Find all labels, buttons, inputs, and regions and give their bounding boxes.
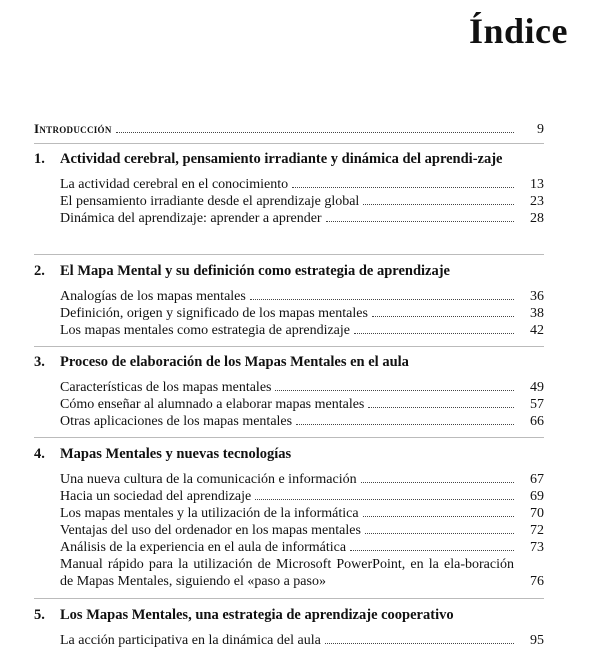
toc-entry[interactable]: [60, 505, 544, 522]
toc-entry[interactable]: [60, 471, 544, 488]
chapter-heading[interactable]: [34, 353, 544, 371]
intro-label: Introducción: [34, 121, 112, 136]
entry-text: Los mapas mentales como estrategia de aprendizaje: [60, 323, 350, 338]
entry-page-number: 36: [530, 289, 544, 304]
dot-leader: [275, 390, 514, 391]
section-divider: [34, 143, 544, 144]
toc-intro-entry[interactable]: [34, 121, 544, 138]
entry-text: La acción participativa en la dinámica del aula: [60, 633, 321, 648]
chapter-3: [34, 353, 544, 430]
chapter-title: Los Mapas Mentales, una estrategia de aprendizaje cooperativo: [60, 607, 454, 623]
entry-page-number: 38: [530, 306, 544, 321]
chapter-entries: [60, 632, 544, 649]
chapter-title: Proceso de elaboración de los Mapas Mentales en el aula: [60, 354, 409, 370]
chapter-4: [34, 445, 544, 590]
entry-page-number: 67: [530, 472, 544, 487]
toc-entry[interactable]: [60, 193, 544, 210]
toc-entry[interactable]: [60, 539, 544, 556]
chapter-entries: [60, 471, 544, 590]
dot-leader: [292, 187, 514, 188]
chapter-number: 1.: [34, 151, 45, 167]
chapter-heading[interactable]: [34, 445, 544, 463]
toc-entry[interactable]: [60, 413, 544, 430]
dot-leader: [325, 643, 514, 644]
toc-entry[interactable]: [60, 176, 544, 193]
entry-text: Una nueva cultura de la comunicación e información: [60, 472, 357, 487]
chapter-number: 3.: [34, 354, 45, 370]
entry-text: Manual rápido para la utilización de Microsoft PowerPoint, en la ela-boración de Mapas Mentales, siguiendo el «paso a paso»: [60, 557, 514, 589]
chapter-number: 5.: [34, 607, 45, 623]
section-divider: [34, 346, 544, 347]
chapter-entries: [60, 288, 544, 339]
dot-leader: [363, 204, 514, 205]
dot-leader: [250, 299, 514, 300]
chapter-heading[interactable]: [34, 150, 544, 168]
entry-text: Cómo enseñar al alumnado a elaborar mapas mentales: [60, 397, 365, 412]
entry-page-number: 69: [530, 489, 544, 504]
chapter-5: [34, 606, 544, 649]
chapter-1: [34, 150, 544, 227]
toc-entry[interactable]: [60, 288, 544, 305]
entry-page-number: 23: [530, 194, 544, 209]
entry-text: Análisis de la experiencia en el aula de informática: [60, 540, 347, 555]
entry-text: Hacia un sociedad del aprendizaje: [60, 489, 252, 504]
entry-text: Analogías de los mapas mentales: [60, 289, 246, 304]
entry-text: Dinámica del aprendizaje: aprender a aprender: [60, 211, 322, 226]
entry-page-number: 72: [530, 523, 544, 538]
toc-entry[interactable]: [60, 522, 544, 539]
entry-text: Características de los mapas mentales: [60, 380, 272, 395]
toc-entry[interactable]: [60, 396, 544, 413]
toc-entry[interactable]: [60, 210, 544, 227]
entry-text: Ventajas del uso del ordenador en los mapas mentales: [60, 523, 361, 538]
entry-page-number: 13: [530, 177, 544, 192]
chapter-heading[interactable]: [34, 262, 544, 280]
dot-leader: [255, 499, 514, 500]
entry-page-number: 42: [530, 323, 544, 338]
toc-entry[interactable]: [60, 556, 544, 590]
toc-entry[interactable]: [60, 632, 544, 649]
dot-leader: [116, 132, 514, 133]
dot-leader: [296, 424, 514, 425]
chapter-number: 2.: [34, 263, 45, 279]
page-title: Índice: [468, 11, 568, 51]
chapter-title: Mapas Mentales y nuevas tecnologías: [60, 446, 292, 462]
toc-entry[interactable]: [60, 379, 544, 396]
entry-text: El pensamiento irradiante desde el aprendizaje global: [60, 194, 360, 209]
dot-leader: [363, 516, 514, 517]
section-divider: [34, 254, 544, 255]
entry-page-number: 28: [530, 211, 544, 226]
entry-text: Otras aplicaciones de los mapas mentales: [60, 414, 293, 429]
entry-text: La actividad cerebral en el conocimiento: [60, 177, 289, 192]
toc-entry[interactable]: [60, 305, 544, 322]
entry-text: Los mapas mentales y la utilización de la informática: [60, 506, 359, 521]
entry-page-number: 57: [530, 397, 544, 412]
entry-text: Definición, origen y significado de los mapas mentales: [60, 306, 368, 321]
chapter-number: 4.: [34, 446, 45, 462]
dot-leader: [361, 482, 514, 483]
chapter-2: [34, 262, 544, 339]
section-divider: [34, 437, 544, 438]
dot-leader: [354, 333, 514, 334]
entry-page-number: 66: [530, 414, 544, 429]
intro-page-number: 9: [537, 122, 544, 137]
chapter-entries: [60, 379, 544, 430]
entry-page-number: 76: [530, 574, 544, 589]
section-divider: [34, 598, 544, 599]
chapter-heading[interactable]: [34, 606, 544, 624]
chapter-entries: [60, 176, 544, 227]
entry-page-number: 70: [530, 506, 544, 521]
dot-leader: [365, 533, 514, 534]
dot-leader: [368, 407, 514, 408]
entry-page-number: 73: [530, 540, 544, 555]
dot-leader: [372, 316, 514, 317]
entry-page-number: 95: [530, 633, 544, 648]
dot-leader: [326, 221, 514, 222]
dot-leader: [350, 550, 514, 551]
toc-entry[interactable]: [60, 322, 544, 339]
toc-entry[interactable]: [60, 488, 544, 505]
chapter-title: Actividad cerebral, pensamiento irradiante y dinámica del aprendi-zaje: [60, 151, 503, 167]
chapter-title: El Mapa Mental y su definición como estrategia de aprendizaje: [60, 263, 450, 279]
entry-page-number: 49: [530, 380, 544, 395]
